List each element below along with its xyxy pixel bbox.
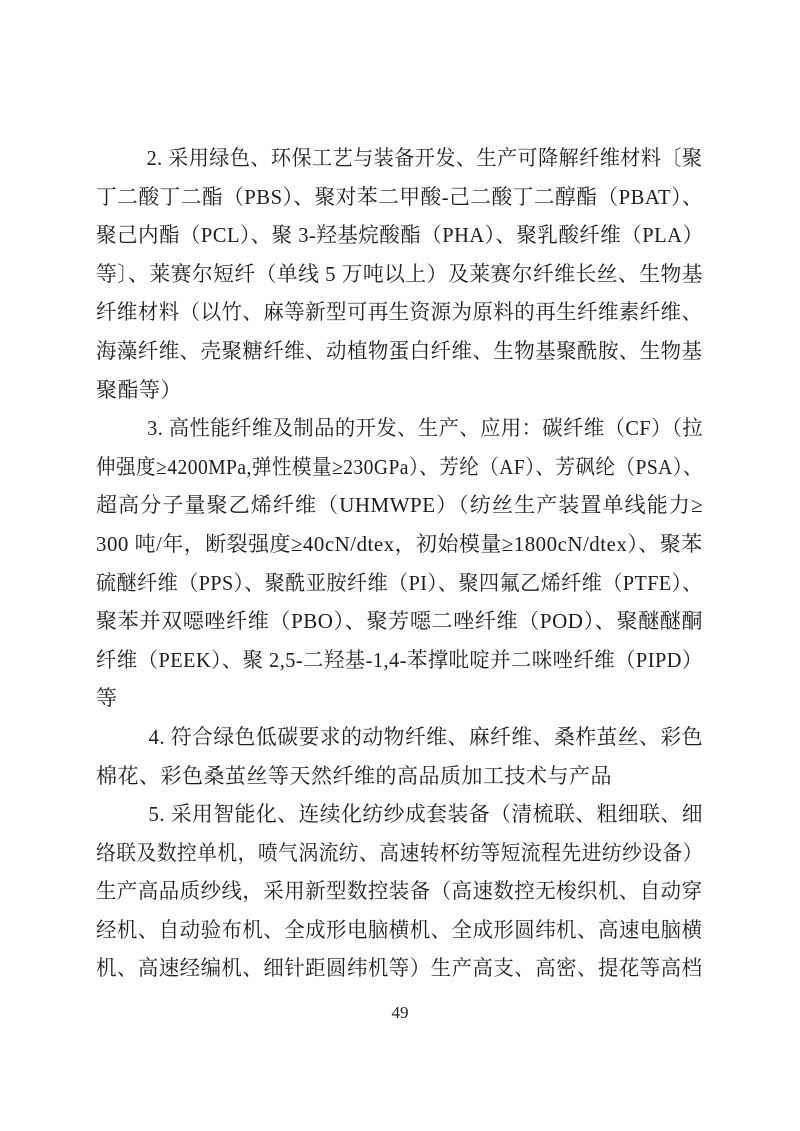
body-text-line: 络联及数控单机，喷气涡流纺、高速转杯纺等短流程先进纺纱设备）: [96, 840, 703, 865]
body-text-line: 机、高速经编机、细针距圆纬机等）生产高支、高密、提花等高档: [96, 956, 703, 981]
body-text-line: 聚酯等）: [96, 377, 182, 402]
body-text-line: 300 吨/年，断裂强度≥40cN/dtex，初始模量≥1800cN/dtex）、聚苯: [96, 531, 703, 556]
body-text-line: 硫醚纤维（PPS）、聚酰亚胺纤维（PI）、聚四氟乙烯纤维（PTFE）、: [96, 570, 703, 595]
body-text-line: 聚己内酯（PCL）、聚 3-羟基烷酸酯（PHA）、聚乳酸纤维（PLA）: [96, 223, 704, 248]
body-text-line: 纤维材料（以竹、麻等新型可再生资源为原料的再生纤维素纤维、: [96, 300, 703, 325]
body-text-line: 3. 高性能纤维及制品的开发、生产、应用：碳纤维（CF）（拉: [147, 416, 704, 441]
body-text-line: 纤维（PEEK）、聚 2,5-二羟基-1,4-苯撑吡啶并二咪唑纤维（PIPD）: [96, 647, 703, 672]
body-text-line: 2. 采用绿色、环保工艺与装备开发、生产可降解纤维材料〔聚: [146, 146, 703, 170]
body-text-line: 生产高品质纱线，采用新型数控装备（高速数控无梭织机、自动穿: [96, 879, 703, 904]
body-text-line: 伸强度≥4200MPa,弹性模量≥230GPa）、芳纶（AF）、芳砜纶（PSA）、: [96, 454, 704, 479]
body-text-line: 丁二酸丁二酯（PBS）、聚对苯二甲酸-己二酸丁二醇酯（PBAT）、: [96, 184, 704, 209]
body-text-line: 聚苯并双噁唑纤维（PBO）、聚芳噁二唑纤维（POD）、聚醚醚酮: [96, 609, 703, 634]
body-text-line: 等: [96, 686, 118, 711]
body-text: [96, 139, 703, 988]
body-text-line: 棉花、彩色桑茧丝等天然纤维的高品质加工技术与产品: [96, 763, 612, 788]
body-text-line: 4. 符合绿色低碳要求的动物纤维、麻纤维、桑柞茧丝、彩色: [148, 724, 704, 749]
body-text-line: 经机、自动验布机、全成形电脑横机、全成形圆纬机、高速电脑横: [96, 917, 703, 942]
body-text-line: 超高分子量聚乙烯纤维（UHMWPE）（纺丝生产装置单线能力≥: [96, 493, 703, 518]
body-text-line: 等〕、莱赛尔短纤（单线 5 万吨以上）及莱赛尔纤维长丝、生物基: [96, 261, 703, 286]
page-number: 49: [391, 1003, 409, 1022]
body-text-line: 5. 采用智能化、连续化纺纱成套装备（清梳联、粗细联、细: [148, 802, 704, 827]
body-text-line: 海藻纤维、壳聚糖纤维、动植物蛋白纤维、生物基聚酰胺、生物基: [96, 338, 703, 363]
